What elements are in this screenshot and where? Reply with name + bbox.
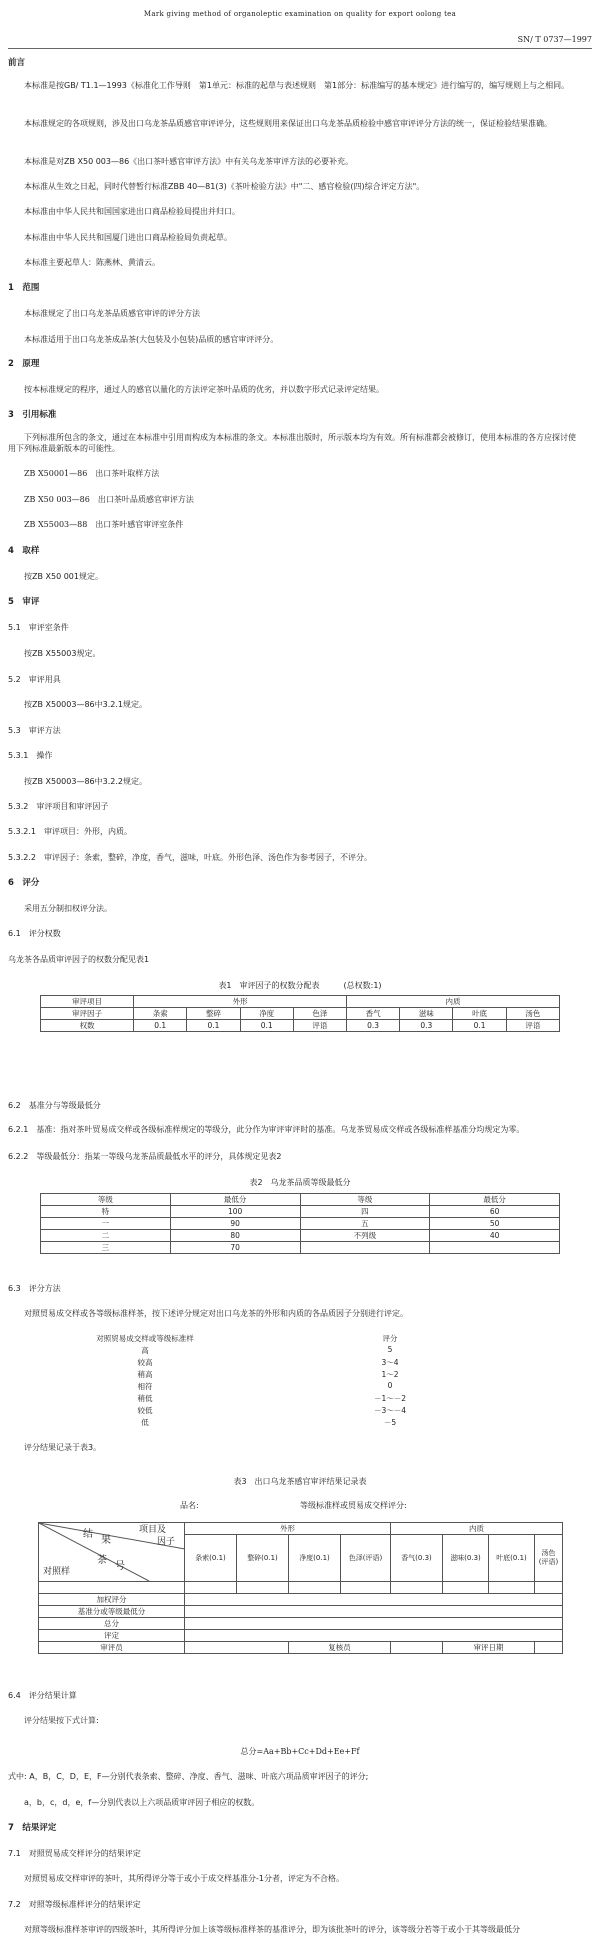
section-5-2-p: 按ZB X50003—86中3.2.1规定。 [24, 700, 147, 709]
diag-word: 茶 [97, 1555, 107, 1566]
foreword-p3: 本标准是对ZB X50 003—86《出口茶叶感官审评方法》中有关乌龙茶审评方法的必要补充。 [24, 157, 354, 166]
score-scale-head-value: 评分 [382, 1334, 398, 1343]
table-3-col: 色泽(评语) [341, 1535, 391, 1582]
score-scale-value: 1～2 [381, 1370, 399, 1379]
section-7-1-p: 对照贸易成交样审评的茶叶，其所得评分等于或小于成交样基准分-1分者，评定为不合格。 [24, 1874, 344, 1883]
section-5-3-1-p: 按ZB X50003—86中3.2.2规定。 [24, 777, 147, 786]
table-3-empty [39, 1582, 185, 1594]
table-3-sign-label: 审评日期 [443, 1642, 535, 1654]
section-3-p1: 下列标准所包含的条文，通过在本标准中引用而构成为本标准的条文。本标准出版时，所示版本均为有效。所有标准都会被修订，使用本标准的各方应探讨使用下列标准最新版本的可能性。 [8, 433, 576, 453]
table-1-cell: 权数 [41, 1020, 134, 1032]
score-scale-label: 低 [141, 1418, 149, 1427]
section-2-p1: 按本标准规定的程序，通过人的感官以量化的方法评定茶叶品质的优劣，并以数字形式记录评定结果。 [24, 385, 384, 394]
section-6-1-p: 乌龙茶各品质审评因子的权数分配见表1 [8, 955, 150, 964]
table-3-name-label: 品名: [180, 1501, 199, 1510]
section-6-1-heading: 6.1 评分权数 [8, 929, 61, 938]
table-1-cell: 滋味 [400, 1008, 453, 1020]
standard-number: SN/ T 0737—1997 [517, 35, 592, 44]
table-1-cell: 0.1 [453, 1020, 506, 1032]
table-2-header: 最低分 [430, 1194, 560, 1206]
table-1-cell: 0.3 [347, 1020, 400, 1032]
score-scale-value: 0 [387, 1381, 393, 1390]
table-3-caption: 表3 出口乌龙茶感官审评结果记录表 [233, 1477, 367, 1486]
section-3-heading: 3 引用标准 [8, 410, 57, 420]
score-scale-value: 3～4 [381, 1358, 399, 1367]
table-2-cell: 100 [170, 1206, 300, 1218]
score-scale-label: 相符 [137, 1382, 153, 1391]
table-3-group-outer: 外形 [185, 1523, 391, 1535]
table-1-cell: 0.1 [187, 1020, 240, 1032]
section-7-2-heading: 7.2 对照等级标准样评分的结果评定 [8, 1900, 141, 1909]
score-scale-label: 高 [141, 1346, 149, 1355]
table-3-footer-label: 评定 [39, 1630, 185, 1642]
table-3-sign-cell [535, 1642, 563, 1654]
formula-where-2: a，b，c，d，e，f—分别代表以上六项品质审评因子相应的权数。 [24, 1798, 260, 1807]
table-3-col: 叶底(0.1) [489, 1535, 535, 1582]
document-title-en: Mark giving method of organoleptic examination on quality for export oolong tea [143, 10, 457, 18]
table-2-header: 等级 [300, 1194, 430, 1206]
foreword-p1: 本标准是按GB/ T1.1—1993《标准化工作导则 第1单元：标准的起草与表述规则 第1部分：标准编写的基本规定》进行编写的，编写规则上与之相同。 [24, 81, 570, 90]
section-7-2-p: 对照等级标准样茶审评的四级茶叶，其所得评分加上该等级标准样茶的基准评分，即为该批茶叶的评分，该等级分若等于或小于其等级最低分 [24, 1925, 520, 1934]
table-2-cell: 70 [170, 1242, 300, 1254]
section-6-3-p: 对照贸易成交样或各等级标准样茶，按下述评分规定对出口乌龙茶的外形和内质的各品质因子分别进行评定。 [24, 1309, 408, 1318]
section-1-p1: 本标准规定了出口乌龙茶品质感官审评的评分方法 [24, 309, 200, 318]
diag-word: 号 [115, 1561, 125, 1572]
score-formula: 总分=Aa+Bb+Cc+Dd+Ee+Ff [240, 1747, 360, 1756]
diag-word: 对照样 [43, 1567, 71, 1577]
section-6-3-note: 评分结果记录于表3。 [24, 1443, 102, 1452]
section-5-3-heading: 5.3 审评方法 [8, 726, 61, 735]
table-1-cell: 外形 [134, 996, 347, 1008]
section-5-3-2-heading: 5.3.2 审评项目和审评因子 [8, 802, 109, 811]
table-1-cell: 评语 [506, 1020, 559, 1032]
section-4-heading: 4 取样 [8, 546, 40, 556]
table-2-header: 等级 [41, 1194, 171, 1206]
foreword-heading: 前言 [8, 58, 26, 68]
table-3-footer-cell [185, 1630, 563, 1642]
section-1-p2: 本标准适用于出口乌龙茶成品茶(大包装及小包装)品质的感官审评评分。 [24, 335, 279, 344]
foreword-p6: 本标准由中华人民共和国厦门进出口商品检验局负责起草。 [24, 233, 232, 242]
section-6-2-1: 6.2.1 基准：指对茶叶贸易成交样或各级标准样规定的等级分，此分作为审评审评时的基准。乌龙茶贸易成交样或各级标准样基准分均规定为零。 [8, 1125, 525, 1134]
diag-word: 结 [83, 1529, 93, 1540]
diag-word: 果 [101, 1535, 111, 1546]
section-5-2-heading: 5.2 审评用具 [8, 675, 61, 684]
table-3-footer-label: 基准分或等级最低分 [39, 1606, 185, 1618]
table-2-grades [40, 1193, 560, 1254]
table-3-sign-cell [391, 1642, 443, 1654]
formula-where-1: 式中: A，B，C，D，E，F—分别代表条索、整碎、净度、香气、滋味、叶底六项品质审评因子的评分; [8, 1772, 369, 1781]
section-4-p1: 按ZB X50 001规定。 [24, 572, 103, 581]
table-3-col: 净度(0.1) [289, 1535, 341, 1582]
table-2-caption: 表2 乌龙茶品质等级最低分 [249, 1178, 351, 1187]
table-3-record [38, 1522, 563, 1654]
table-1-cell: 内质 [347, 996, 560, 1008]
table-2-cell: 40 [430, 1230, 560, 1242]
foreword-p2: 本标准规定的各项规则，涉及出口乌龙茶品质感官审评评分，这些规则用来保证出口乌龙茶品质检验中感官审评评分方法的统一，保证检验结果准确。 [24, 119, 552, 128]
score-scale-label: 较高 [137, 1358, 153, 1367]
table-3-group-inner: 内质 [391, 1523, 563, 1535]
table-3-footer-cell [185, 1594, 563, 1606]
table-2-cell: 不列级 [300, 1230, 430, 1242]
table-3-col: 条索(0.1) [185, 1535, 237, 1582]
table-1-cell: 香气 [347, 1008, 400, 1020]
table-1-cell: 整碎 [187, 1008, 240, 1020]
foreword-p7: 本标准主要起草人：陈燕林、黄清云。 [24, 258, 160, 267]
table-3-footer-label: 加权评分 [39, 1594, 185, 1606]
section-7-1-heading: 7.1 对照贸易成交样评分的结果评定 [8, 1849, 141, 1858]
table-3-col: 整碎(0.1) [237, 1535, 289, 1582]
table-3-sign-cell [185, 1642, 289, 1654]
table-1-cell: 汤色 [506, 1008, 559, 1020]
section-6-4-heading: 6.4 评分结果计算 [8, 1691, 77, 1700]
section-6-2-heading: 6.2 基准分与等级最低分 [8, 1101, 101, 1110]
table-1-cell: 净度 [240, 1008, 293, 1020]
table-2-cell: 五 [300, 1218, 430, 1230]
table-3-col: 汤色(评语) [535, 1535, 563, 1582]
section-7-heading: 7 结果评定 [8, 1823, 57, 1833]
reference-2: ZB X50 003—86 出口茶叶品质感官审评方法 [24, 495, 194, 504]
table-1-cell: 0.1 [240, 1020, 293, 1032]
score-scale-value: 5 [387, 1345, 393, 1354]
section-5-1-p: 按ZB X55003规定。 [24, 649, 101, 658]
header-divider [8, 48, 592, 49]
table-3-footer-cell [185, 1618, 563, 1630]
score-scale-label: 稍低 [137, 1394, 153, 1403]
score-scale-value: －5 [383, 1418, 397, 1427]
section-6-3-heading: 6.3 评分方法 [8, 1284, 61, 1293]
table-3-sign-label: 审评员 [39, 1642, 185, 1654]
table-3-footer-cell [185, 1606, 563, 1618]
score-scale-label: 较低 [137, 1406, 153, 1415]
diag-word: 因子 [157, 1537, 176, 1547]
table-2-cell: 60 [430, 1206, 560, 1218]
table-3-col: 香气(0.3) [391, 1535, 443, 1582]
table-1-cell: 0.1 [134, 1020, 187, 1032]
reference-1: ZB X50001—86 出口茶叶取样方法 [24, 469, 160, 478]
table-1-cell: 审评项目 [41, 996, 134, 1008]
table-3-std-label: 等级标准样或贸易成交样评分: [300, 1501, 407, 1510]
score-scale-head-label: 对照贸易成交样或等级标准样 [96, 1334, 194, 1343]
section-5-heading: 5 审评 [8, 597, 40, 607]
table-2-cell: 80 [170, 1230, 300, 1242]
section-6-2-2: 6.2.2 等级最低分：指某一等级乌龙茶品质最低水平的评分，具体规定见表2 [8, 1152, 282, 1161]
section-6-p1: 采用五分制扣权评分法。 [24, 904, 112, 913]
section-5-1-heading: 5.1 审评室条件 [8, 623, 69, 632]
table-2-cell [430, 1242, 560, 1254]
score-scale-value: －3～－4 [373, 1406, 407, 1415]
section-5-3-1-heading: 5.3.1 操作 [8, 751, 53, 760]
section-6-4-p: 评分结果按下式计算: [24, 1716, 99, 1725]
table-1-cell: 色泽 [293, 1008, 346, 1020]
table-1-cell: 条索 [134, 1008, 187, 1020]
score-scale-value: －1～－2 [373, 1394, 407, 1403]
table-3-footer-label: 总分 [39, 1618, 185, 1630]
table-1-cell: 叶底 [453, 1008, 506, 1020]
score-scale-label: 稍高 [137, 1370, 153, 1379]
table-3-col: 滋味(0.3) [443, 1535, 489, 1582]
table-2-cell: 四 [300, 1206, 430, 1218]
table-1-cell: 审评因子 [41, 1008, 134, 1020]
table-2-header: 最低分 [170, 1194, 300, 1206]
table-1-weights [40, 995, 560, 1032]
table-2-cell: 三 [41, 1242, 171, 1254]
table-1-cell: 0.3 [400, 1020, 453, 1032]
table-2-cell: 二 [41, 1230, 171, 1242]
table-2-cell: 90 [170, 1218, 300, 1230]
table-3-sign-label: 复核员 [289, 1642, 391, 1654]
section-6-heading: 6 评分 [8, 878, 40, 888]
section-5-3-2-1: 5.3.2.1 审评项目：外形，内质。 [8, 827, 132, 836]
foreword-p5: 本标准由中华人民共和国国家进出口商品检验局提出并归口。 [24, 207, 240, 216]
table-2-cell [300, 1242, 430, 1254]
table-2-cell: 50 [430, 1218, 560, 1230]
section-2-heading: 2 原理 [8, 359, 40, 369]
table-2-cell: 一 [41, 1218, 171, 1230]
reference-3: ZB X55003—88 出口茶叶感官审评室条件 [24, 520, 184, 529]
foreword-p4: 本标准从生效之日起，同时代替暂行标准ZBB 40—81(3)《茶叶检验方法》中"二、感官检验(四)综合评定方法"。 [24, 182, 425, 191]
section-1-heading: 1 范围 [8, 283, 40, 293]
diag-word: 项目及 [139, 1525, 167, 1535]
table-1-caption: 表1 审评因子的权数分配表 (总权数:1) [218, 981, 382, 990]
table-2-cell: 特 [41, 1206, 171, 1218]
section-5-3-2-2: 5.3.2.2 审评因子：条索，整碎，净度，香气，滋味，叶底。外形色泽、汤色作为参考因子，不评分。 [8, 853, 372, 862]
table-1-cell: 评语 [293, 1020, 346, 1032]
table-3-diagonal-header [39, 1523, 185, 1582]
